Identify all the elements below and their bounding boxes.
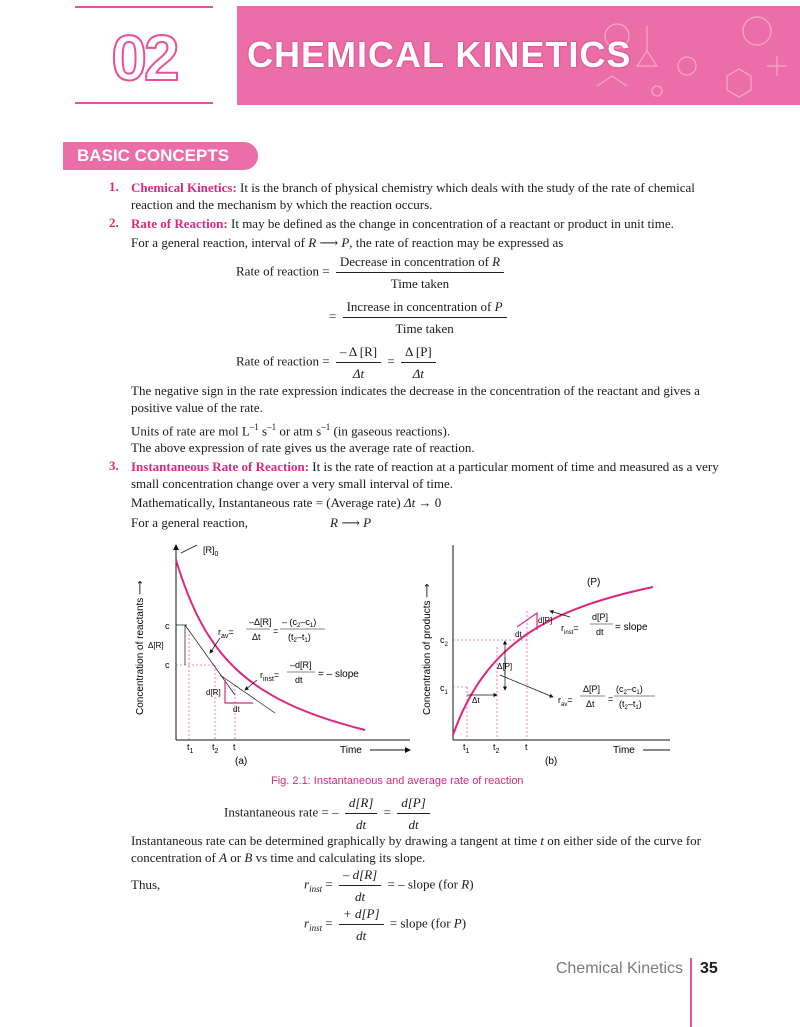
p-label: (P) <box>587 577 601 588</box>
rinst-den-b: dt <box>596 627 604 637</box>
rate-graphs <box>125 535 670 775</box>
rav-den-b: Δt <box>586 699 595 709</box>
reactant-curve <box>176 560 365 730</box>
rinst-den-a: dt <box>295 675 303 685</box>
product-curve <box>453 587 653 735</box>
rinst-p: r <box>304 915 310 931</box>
plus-dp: + d[P] <box>342 906 380 921</box>
rate-fraction-decrease <box>336 253 504 292</box>
dt-den-3: dt <box>355 889 366 904</box>
inst-eq: = <box>321 804 329 820</box>
item-3-term: Instantaneous Rate of Reaction: <box>131 459 310 474</box>
svg-text:=: = <box>273 626 279 636</box>
dp-dt-fraction <box>397 794 430 833</box>
units-exp-2: –1 <box>267 422 277 432</box>
rav-label-a: $r_{av}=$ <box>218 627 234 640</box>
general-2: For a general reaction, <box>131 515 248 530</box>
rinst-sub-1: inst <box>309 884 323 895</box>
units-exp-1: –1 <box>249 422 259 432</box>
item-1-term: Chemical Kinetics: <box>131 180 237 195</box>
thus-label: Thus, <box>131 877 161 892</box>
inst-eq-2: = <box>383 804 391 820</box>
t2-label-b: $t_2$ <box>493 742 500 755</box>
average-rate-note: The above expression of rate gives us the average rate of reaction. <box>131 440 475 455</box>
decrease-text: Decrease in concentration of <box>339 254 489 269</box>
general-text-a: For a general reaction, interval of <box>131 235 305 250</box>
dt-den-4: dt <box>356 928 367 943</box>
footer-divider <box>690 958 692 1027</box>
graphical-t: t <box>540 833 544 848</box>
rate-lhs: Rate of reaction <box>236 263 320 279</box>
svg-text:=: = <box>608 694 614 704</box>
y-axis-label-a: Concentration of reactants ⟶ <box>135 580 146 715</box>
c2-label-b: $c_2$ <box>440 635 448 648</box>
r0-label: $[R]_0$ <box>203 545 219 558</box>
c2-label: c <box>165 660 170 670</box>
chapter-number-text: 02 <box>111 22 177 94</box>
time-label-a: Time <box>340 745 362 756</box>
rav2-num-b: $(c_2-c_1)$ <box>616 684 643 696</box>
decrease-r: R <box>492 254 501 269</box>
math-a: Mathematically, Instantaneous rate = (Average rate) <box>131 495 401 510</box>
time-label-b: Time <box>613 745 635 756</box>
graph-a-label: (a) <box>235 756 248 767</box>
negative-sign-note: The negative sign in the rate expression indicates the decrease in the concentration of the reactant and gives a positive value of the rate. <box>131 383 700 415</box>
inst-minus: – <box>332 804 339 820</box>
general-reaction-line-2 <box>131 514 248 531</box>
rav2-num-a: – $(c_2-c_1)$ <box>282 617 317 629</box>
dp-num: d[P] <box>401 795 426 810</box>
t-label-b: t <box>525 742 528 752</box>
product-symbol: P <box>341 235 350 250</box>
graphical-note <box>131 832 731 866</box>
rate-equation-3 <box>236 343 439 382</box>
units-c: or atm s <box>276 423 322 439</box>
item-3-text <box>131 458 731 492</box>
eq-sign-3: = <box>322 353 330 369</box>
item-3-body: It is the rate of reaction at a particular moment of time and measured as a very small concentration change over a very small interval of time. <box>131 459 719 491</box>
section-title: BASIC CONCEPTS <box>63 142 258 170</box>
item-2-body: It may be defined as the change in concentration of a reactant or product in unit time. <box>231 216 674 231</box>
item-1-text <box>131 179 731 213</box>
item-1-number: 1. <box>109 179 119 194</box>
graphical-c: vs time and calculating its slope. <box>255 850 426 865</box>
rate-lhs-2: Rate of reaction <box>236 353 320 369</box>
chapter-number-top-rule <box>75 6 213 8</box>
close-2: ) <box>461 915 467 931</box>
reaction-p: P <box>363 515 372 530</box>
delta-t-2: Δt <box>412 366 424 381</box>
slope-a: = – slope <box>318 669 359 680</box>
reaction-arrow-2: ⟶ <box>341 515 360 530</box>
units-d: (in gaseous reactions). <box>330 423 451 439</box>
rinst-num-a: –d[R] <box>290 660 312 670</box>
t-label-a: t <box>233 742 236 752</box>
graphical-b: on either side of the curve for concentration of <box>131 833 701 865</box>
rav-num-b: Δ[P] <box>583 684 601 694</box>
eq-sign: = <box>322 263 330 279</box>
reaction-r: R <box>330 515 338 530</box>
dr-label: d[R] <box>206 688 221 697</box>
rav-label-b: $r_{av}=$ <box>558 695 573 708</box>
inst-lhs: Instantaneous rate <box>224 804 319 820</box>
c1-label-b: $c_1$ <box>440 683 448 696</box>
delta-r-label: Δ[R] <box>148 641 164 650</box>
chapter-title-band <box>237 6 800 105</box>
reaction-r-to-p <box>330 514 371 531</box>
item-2-number: 2. <box>109 215 119 230</box>
dt-label-a: dt <box>233 705 240 714</box>
dr-num: d[R] <box>348 795 374 810</box>
dt-den-1: dt <box>356 817 367 832</box>
c1-label: c <box>165 621 170 631</box>
footer-chapter-title: Chemical Kinetics <box>555 960 683 977</box>
rinst-label-b: $r_{inst}=$ <box>561 623 579 636</box>
item-1-body: It is the branch of physical chemistry which deals with the study of the rate of chemical reaction and the mechanism by which the reaction occurs. <box>131 180 695 212</box>
general-text-b: , the rate of reaction may be expressed as <box>349 235 564 250</box>
units-exp-3: –1 <box>321 422 331 432</box>
item-3-number: 3. <box>109 458 119 473</box>
rinst-eq-2: = <box>325 915 333 931</box>
graph-b-label: (b) <box>545 756 558 767</box>
rinst-label-a: $r_{inst}=$ <box>260 670 280 683</box>
rav-num-a: –Δ[R] <box>249 617 272 627</box>
rav2-den-a: $(t_2-t_1)$ <box>288 632 311 644</box>
graphical-a: Instantaneous rate can be determined graphically by drawing a tangent at time <box>131 833 538 848</box>
chapter-title: CHEMICAL KINETICS <box>247 34 632 75</box>
dt-label-b: dt <box>515 630 522 639</box>
t1-label-a: $t_1$ <box>187 742 194 755</box>
delta-t-1: Δt <box>352 366 365 381</box>
rav-den-a: Δt <box>252 632 261 642</box>
graph-b <box>422 545 670 767</box>
eq-sign-2: = <box>329 308 337 324</box>
rav2-den-b: $(t_2-t_1)$ <box>619 699 642 711</box>
increase-p: P <box>494 299 503 314</box>
rinst-eq-1: = <box>325 876 333 892</box>
dp-label: d[P] <box>538 616 553 625</box>
slope-p: = slope (for <box>389 915 451 931</box>
time-taken-1: Time taken <box>390 276 450 291</box>
rinst-sub-2: inst <box>309 923 323 934</box>
y-axis-label-b: Concentration of products ⟶ <box>422 583 433 715</box>
item-2-text <box>131 215 731 232</box>
page-number: 35 <box>700 960 718 977</box>
mathematically-line <box>131 494 441 511</box>
increase-text: Increase in concentration of <box>346 299 492 314</box>
rate-equation-2 <box>329 298 510 337</box>
item-2-term: Rate of Reaction: <box>131 216 228 231</box>
rate-equation-1 <box>236 253 507 292</box>
general-reaction-line <box>131 234 563 251</box>
minus-dr-fraction <box>339 866 381 905</box>
plus-dp-fraction <box>339 905 384 944</box>
reactant-symbol: R <box>308 235 317 250</box>
graphical-B: B <box>244 850 253 865</box>
slope-b: = slope <box>615 622 648 633</box>
delta-t-label: Δt <box>472 696 480 705</box>
reaction-arrow: ⟶ <box>319 235 339 250</box>
delta-r-num: – Δ [R] <box>336 343 381 363</box>
eq-sign-4: = <box>387 353 395 369</box>
rinst-r-equation <box>304 866 474 905</box>
math-c: → 0 <box>418 495 442 510</box>
units-line <box>131 419 450 439</box>
instantaneous-rate-equation <box>224 794 433 833</box>
dr-dt-fraction <box>345 794 378 833</box>
delta-p-label: Δ[P] <box>497 662 513 671</box>
math-b: Δt <box>403 495 416 510</box>
graphical-A: A <box>219 850 228 865</box>
units-b: s <box>258 423 268 439</box>
figure-caption: Fig. 2.1: Instantaneous and average rate of reaction <box>271 775 524 787</box>
slope-r: = – slope (for <box>387 876 458 892</box>
rinst-num-b: d[P] <box>592 612 609 622</box>
rate-fraction-increase <box>343 298 507 337</box>
delta-p-fraction <box>401 343 436 382</box>
units-a: Units of rate are mol L <box>131 423 250 439</box>
slope-r-symbol: R <box>461 876 470 892</box>
minus-dr: – d[R] <box>342 867 378 882</box>
graphical-or: or <box>230 850 242 865</box>
slope-p-symbol: P <box>453 915 462 931</box>
rinst-r: r <box>304 876 310 892</box>
graph-a <box>135 545 410 767</box>
t2-label-a: $t_2$ <box>212 742 219 755</box>
time-taken-2: Time taken <box>395 321 454 336</box>
delta-r-fraction <box>336 343 381 382</box>
close-1: ) <box>469 876 474 892</box>
delta-p-num: Δ [P] <box>401 343 436 363</box>
chapter-number-bottom-rule <box>75 102 213 104</box>
dt-den-2: dt <box>408 817 419 832</box>
t1-label-b: $t_1$ <box>463 742 470 755</box>
chapter-number <box>78 18 210 98</box>
rinst-p-equation <box>304 905 466 944</box>
